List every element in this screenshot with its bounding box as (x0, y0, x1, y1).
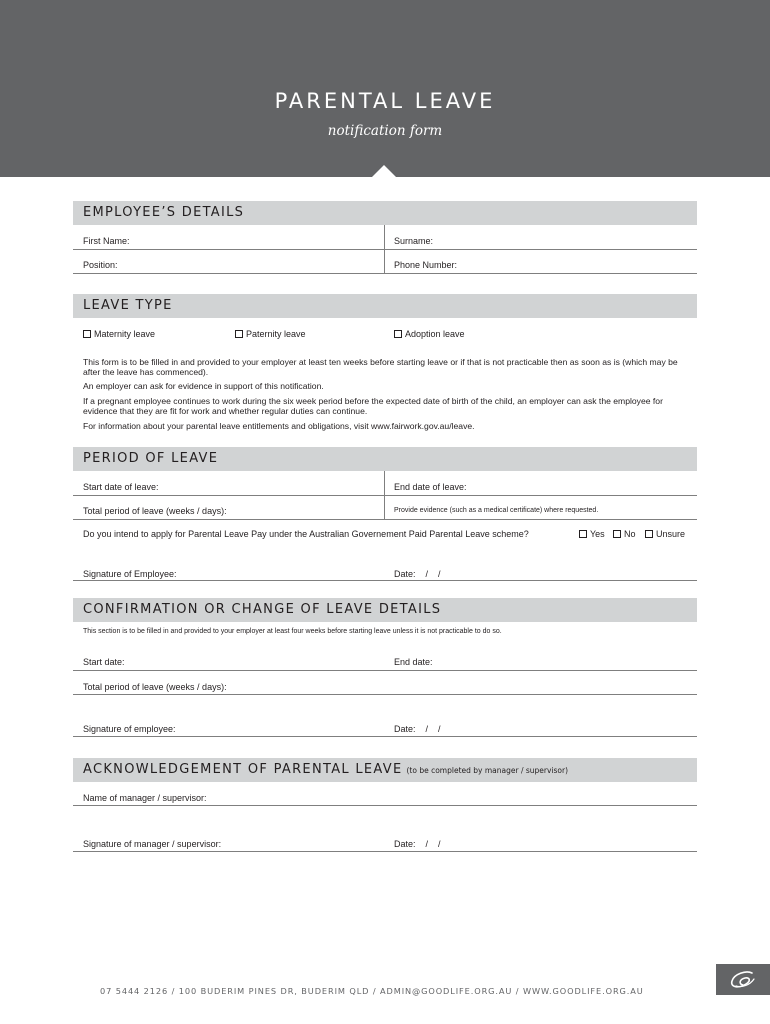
first-name-field[interactable]: First Name: (83, 236, 130, 246)
field-line (73, 851, 697, 852)
maternity-leave-option[interactable] (83, 329, 155, 339)
position-field[interactable]: Position: (83, 260, 118, 270)
instruction-paragraph: This form is to be filled in and provided to your employer at least ten weeks before starting leave or if that is not practicable then as soon as is (which may be after the leave has commenced). (83, 357, 678, 378)
signature-date-field[interactable]: Date: / / (394, 569, 441, 579)
field-line (73, 519, 697, 520)
answer-label: Unsure (656, 529, 686, 539)
section-heading-text: ACKNOWLEDGEMENT OF PARENTAL LEAVE (83, 762, 403, 777)
field-line (73, 249, 697, 250)
field-line (73, 805, 697, 806)
confirm-date-field[interactable]: Date: / / (394, 724, 441, 734)
confirm-end-date-field[interactable]: End date: (394, 657, 433, 667)
organization-logo (716, 964, 770, 995)
checkbox-icon[interactable] (394, 330, 402, 338)
field-line (73, 694, 697, 695)
answer-yes[interactable] (579, 529, 605, 539)
section-heading: LEAVE TYPE (83, 298, 173, 313)
footer-contact: 07 5444 2126 / 100 BUDERIM PINES DR, BUDERIM QLD / ADMIN@GOODLIFE.ORG.AU / WWW.GOODLIFE.ORG.AU (100, 986, 644, 996)
instruction-paragraph: An employer can ask for evidence in support of this notification. (83, 381, 324, 391)
period-of-leave-section (73, 447, 697, 471)
paternity-leave-option[interactable] (235, 329, 306, 339)
confirmation-section (73, 598, 697, 622)
instruction-paragraph: If a pregnant employee continues to work during the six week period before the expected date of birth of the child, an employer can ask the employee for evidence that they are fit for work and whether regular duties can continue. (83, 396, 663, 417)
logo-swirl-icon (716, 964, 770, 995)
leave-type-section (73, 294, 697, 318)
section-heading: EMPLOYEE’S DETAILS (83, 205, 245, 220)
section-heading: PERIOD OF LEAVE (83, 451, 219, 466)
end-date-field[interactable]: End date of leave: (394, 482, 467, 492)
checkbox-icon[interactable] (645, 530, 653, 538)
checkbox-icon[interactable] (579, 530, 587, 538)
field-line (73, 580, 697, 581)
header-notch (371, 165, 397, 178)
checkbox-icon[interactable] (235, 330, 243, 338)
adoption-leave-option[interactable] (394, 329, 465, 339)
manager-date-field[interactable]: Date: / / (394, 839, 441, 849)
checkbox-icon[interactable] (83, 330, 91, 338)
acknowledgement-section (73, 758, 697, 782)
header-banner (0, 0, 770, 177)
checkbox-icon[interactable] (613, 530, 621, 538)
employee-signature-field[interactable]: Signature of Employee: (83, 569, 177, 579)
instruction-paragraph: For information about your parental leave entitlements and obligations, visit www.fairwork.gov.au/leave. (83, 421, 475, 431)
section-heading-note: (to be completed by manager / supervisor) (406, 766, 569, 775)
total-period-field[interactable]: Total period of leave (weeks / days): (83, 506, 227, 516)
phone-number-field[interactable]: Phone Number: (394, 260, 458, 270)
answer-unsure[interactable] (645, 529, 685, 539)
form-subtitle: notification form (327, 123, 443, 139)
field-line (73, 273, 697, 274)
form-title: PARENTAL LEAVE (274, 89, 496, 113)
field-line (73, 736, 697, 737)
manager-signature-field[interactable]: Signature of manager / supervisor: (83, 839, 222, 849)
evidence-note: Provide evidence (such as a medical certificate) where requested. (394, 507, 599, 514)
answer-no[interactable] (613, 529, 636, 539)
manager-name-field[interactable]: Name of manager / supervisor: (83, 793, 207, 803)
surname-field[interactable]: Surname: (394, 236, 434, 246)
field-line (73, 670, 697, 671)
answer-label: No (624, 529, 636, 539)
start-date-field[interactable]: Start date of leave: (83, 482, 159, 492)
option-label: Adoption leave (405, 329, 465, 339)
parental-leave-pay-question: Do you intend to apply for Parental Leave Pay under the Australian Governement Paid Parental Leave scheme? (83, 529, 529, 539)
confirm-start-date-field[interactable]: Start date: (83, 657, 125, 667)
confirm-total-period-field[interactable]: Total period of leave (weeks / days): (83, 682, 227, 692)
option-label: Paternity leave (246, 329, 306, 339)
section-heading: CONFIRMATION OR CHANGE OF LEAVE DETAILS (83, 602, 442, 617)
answer-label: Yes (590, 529, 605, 539)
confirm-signature-field[interactable]: Signature of employee: (83, 724, 176, 734)
employee-details-section (73, 201, 697, 225)
field-line (73, 495, 697, 496)
confirmation-note: This section is to be filled in and provided to your employer at least four weeks before starting leave unless it is not practicable to do so. (83, 628, 502, 635)
section-heading (83, 762, 568, 777)
option-label: Maternity leave (94, 329, 156, 339)
